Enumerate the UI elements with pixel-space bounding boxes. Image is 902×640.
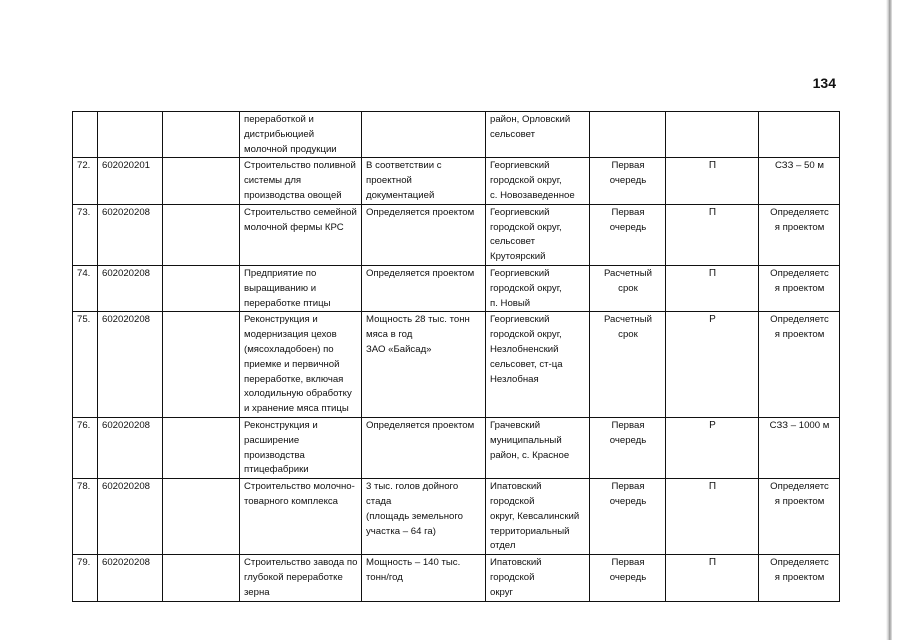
blank-cell <box>163 265 240 311</box>
code-cell: 602020208 <box>98 204 163 265</box>
blank-cell <box>163 158 240 204</box>
table-row <box>73 265 840 311</box>
stage-cell: Первая очередь <box>590 204 666 265</box>
code-cell: 602020208 <box>98 555 163 602</box>
code-cell: 602020208 <box>98 417 163 478</box>
status-cell: П <box>666 204 759 265</box>
status-cell <box>666 112 759 158</box>
object-name-cell: Реконструкция и расширение производства птицефабрики <box>240 417 362 478</box>
location-cell: Ипатовский городской округ, Кевсалинский территориальный отдел <box>486 479 590 555</box>
code-cell: 602020208 <box>98 265 163 311</box>
protection-zone-cell: Определяетс я проектом <box>759 265 840 311</box>
object-name-cell: переработкой и дистрибьюцией молочной продукции <box>240 112 362 158</box>
object-name-cell: Предприятие по выращиванию и переработке птицы <box>240 265 362 311</box>
code-cell: 602020201 <box>98 158 163 204</box>
protection-zone-cell: СЗЗ – 50 м <box>759 158 840 204</box>
status-cell: Р <box>666 417 759 478</box>
table-row <box>73 312 840 418</box>
code-cell: 602020208 <box>98 479 163 555</box>
location-cell: Георгиевский городской округ, п. Новый <box>486 265 590 311</box>
status-cell: П <box>666 158 759 204</box>
location-cell: район, Орловский сельсовет <box>486 112 590 158</box>
status-cell: П <box>666 265 759 311</box>
code-cell: 602020208 <box>98 312 163 418</box>
blank-cell <box>163 112 240 158</box>
capacity-cell: Мощность 28 тыс. тонн мяса в год ЗАО «Байсад» <box>362 312 486 418</box>
row-number-cell: 72. <box>73 158 98 204</box>
table-row <box>73 112 840 158</box>
document-table <box>72 111 840 602</box>
object-name-cell: Строительство завода по глубокой переработке зерна <box>240 555 362 602</box>
row-number-cell <box>73 112 98 158</box>
object-name-cell: Реконструкция и модернизация цехов (мясохладобоен) по приемке и первичной переработке, включая холодильную обработку и хранение мяса птицы <box>240 312 362 418</box>
protection-zone-cell: Определяетс я проектом <box>759 479 840 555</box>
table-row <box>73 479 840 555</box>
code-cell <box>98 112 163 158</box>
blank-cell <box>163 479 240 555</box>
capacity-cell: Определяется проектом <box>362 417 486 478</box>
blank-cell <box>163 204 240 265</box>
stage-cell <box>590 112 666 158</box>
protection-zone-cell <box>759 112 840 158</box>
stage-cell: Первая очередь <box>590 555 666 602</box>
capacity-cell: В соответствии с проектной документацией <box>362 158 486 204</box>
blank-cell <box>163 555 240 602</box>
location-cell: Георгиевский городской округ, сельсовет Крутоярский <box>486 204 590 265</box>
capacity-cell: 3 тыс. голов дойного стада (площадь земельного участка – 64 га) <box>362 479 486 555</box>
protection-zone-cell: Определяетс я проектом <box>759 312 840 418</box>
status-cell: Р <box>666 312 759 418</box>
row-number-cell: 73. <box>73 204 98 265</box>
location-cell: Грачевский муниципальный район, с. Красное <box>486 417 590 478</box>
capacity-cell: Определяется проектом <box>362 265 486 311</box>
scan-edge <box>886 0 892 640</box>
location-cell: Георгиевский городской округ, с. Новозаведенное <box>486 158 590 204</box>
table-body <box>73 112 840 602</box>
stage-cell: Расчетный срок <box>590 265 666 311</box>
table-row <box>73 417 840 478</box>
row-number-cell: 79. <box>73 555 98 602</box>
status-cell: П <box>666 555 759 602</box>
table-row <box>73 555 840 602</box>
row-number-cell: 74. <box>73 265 98 311</box>
row-number-cell: 76. <box>73 417 98 478</box>
blank-cell <box>163 312 240 418</box>
stage-cell: Первая очередь <box>590 479 666 555</box>
stage-cell: Первая очередь <box>590 158 666 204</box>
row-number-cell: 75. <box>73 312 98 418</box>
status-cell: П <box>666 479 759 555</box>
stage-cell: Первая очередь <box>590 417 666 478</box>
protection-zone-cell: Определяетс я проектом <box>759 204 840 265</box>
blank-cell <box>163 417 240 478</box>
table-row <box>73 204 840 265</box>
object-name-cell: Строительство молочно- товарного комплекса <box>240 479 362 555</box>
stage-cell: Расчетный срок <box>590 312 666 418</box>
capacity-cell: Определяется проектом <box>362 204 486 265</box>
capacity-cell: Мощность – 140 тыс. тонн/год <box>362 555 486 602</box>
protection-zone-cell: Определяетс я проектом <box>759 555 840 602</box>
object-name-cell: Строительство семейной молочной фермы КРС <box>240 204 362 265</box>
table-row <box>73 158 840 204</box>
location-cell: Георгиевский городской округ, Незлобненский сельсовет, ст-ца Незлобная <box>486 312 590 418</box>
capacity-cell <box>362 112 486 158</box>
protection-zone-cell: СЗЗ – 1000 м <box>759 417 840 478</box>
object-name-cell: Строительство поливной системы для производства овощей <box>240 158 362 204</box>
row-number-cell: 78. <box>73 479 98 555</box>
location-cell: Ипатовский городской округ <box>486 555 590 602</box>
page-number: 134 <box>812 75 836 91</box>
